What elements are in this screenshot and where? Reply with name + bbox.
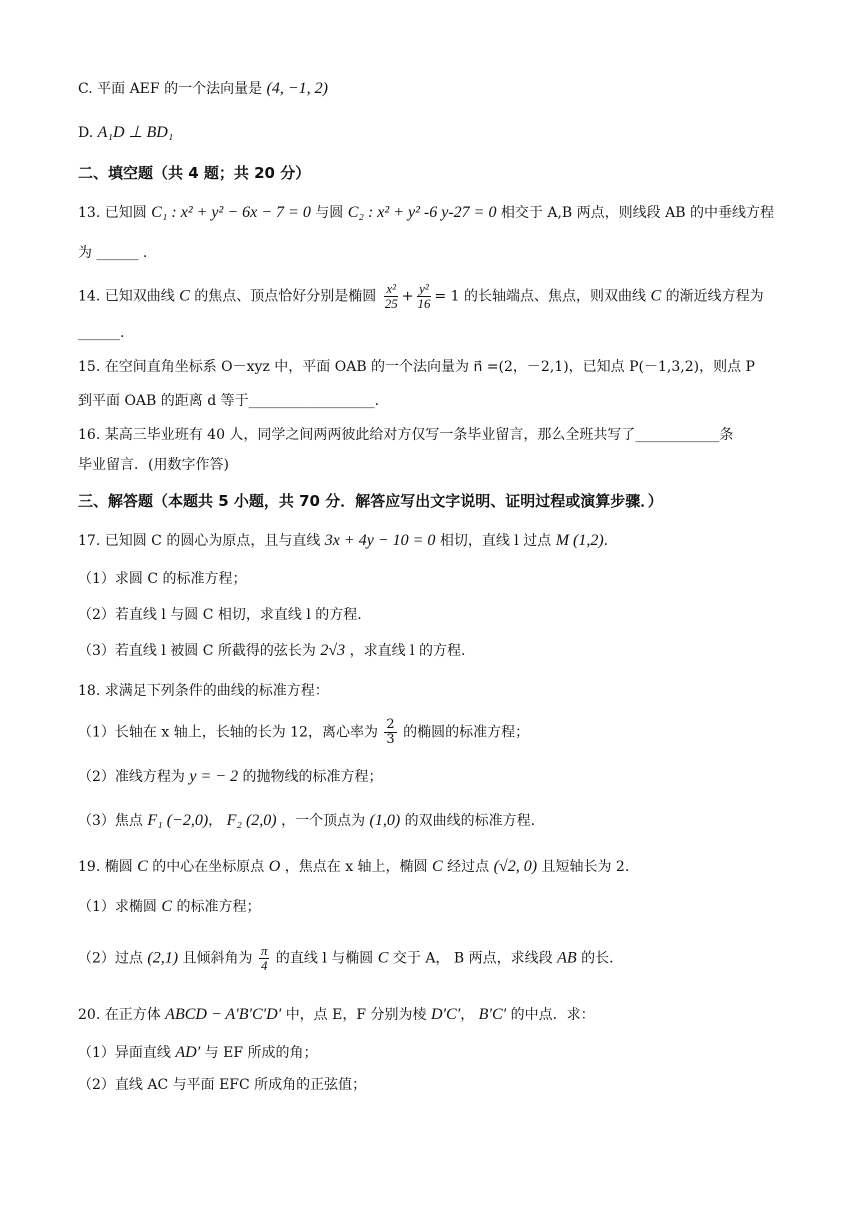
question-text: ，焦点在 x 轴上，椭圆 — [284, 859, 428, 875]
denominator: 25 — [384, 296, 398, 311]
option-label: C. — [78, 81, 93, 97]
separator: ， — [208, 813, 223, 829]
question-text: 的标准方程； — [176, 899, 261, 915]
numerator: 2 — [386, 717, 395, 732]
question-text: 某高三毕业班有 40 人，同学之间两两彼此给对方仅写一条毕业留言，那么全班共写了____________条 — [104, 427, 734, 443]
ellipse-c: C — [377, 949, 389, 967]
fraction-y2-16 — [415, 282, 432, 311]
cube-name: ABCD − A′B′C′D′ — [165, 1006, 282, 1023]
perpendicular-statement: A₁D ⊥ BD₁ — [97, 124, 174, 141]
ellipse-c: C — [432, 858, 443, 875]
question-text: （1）长轴在 x 轴上，长轴的长为 12，离心率为 — [78, 724, 378, 741]
question-17-part-3 — [78, 640, 790, 662]
directrix-equation: y = − 2 — [189, 768, 239, 785]
question-16-cont: 毕业留言．(用数字作答) — [78, 457, 229, 473]
inclination-fraction — [259, 944, 270, 973]
chord-length: 2√3 — [320, 642, 346, 659]
question-number: 15. — [78, 359, 101, 375]
ellipse-c: C — [161, 898, 173, 915]
option-label: D. — [78, 125, 94, 141]
question-text: 中，点 E，F 分别为棱 — [285, 1007, 427, 1023]
vertex-point: (1,0) — [369, 812, 401, 829]
tangent-line-equation: 3x + 4y − 10 = 0 — [324, 532, 436, 549]
question-17-part-1: （1）求圆 C 的标准方程； — [78, 571, 247, 587]
question-text: 已知圆 C 的圆心为原点，且与直线 — [104, 533, 321, 549]
question-text: 与 EF 所成的角； — [204, 1045, 318, 1061]
question-19-part-2 — [78, 944, 790, 973]
question-text: 相交于 A,B 两点，则线段 AB 的中垂线方程 — [500, 205, 774, 221]
question-text: 相切，直线 l 过点 — [439, 533, 552, 549]
section-heading-solutions: 三、解答题（本题共 5 小题，共 70 分．解答应写出文字说明、证明过程或演算步骤．） — [78, 492, 663, 510]
question-18-part-1 — [78, 718, 790, 747]
ellipse-c: C — [137, 858, 148, 875]
question-text: 的直线 l 与椭圆 — [275, 950, 374, 967]
focus-f2: F₂ (2,0) — [226, 812, 277, 829]
question-text: 的中心在坐标原点 — [152, 859, 265, 875]
question-text: （1）异面直线 — [78, 1045, 171, 1061]
normal-vector: (4, −1, 2) — [266, 80, 328, 97]
question-20 — [78, 1004, 790, 1026]
question-text: 的双曲线的标准方程. — [404, 813, 536, 829]
question-15 — [78, 356, 790, 378]
question-number: 17. — [78, 533, 101, 549]
question-text: （2）准线方程为 — [78, 769, 185, 785]
question-text: 的抛物线的标准方程； — [242, 769, 383, 785]
question-text: 的渐近线方程为 — [665, 288, 764, 305]
edge-bc: B′C′ — [478, 1006, 507, 1023]
question-text: ，一个顶点为 — [281, 813, 366, 829]
question-text: 与圆 — [315, 205, 344, 221]
question-text: 交于 A， B 两点，求线段 — [392, 950, 553, 967]
numerator: π — [260, 943, 268, 958]
question-number: 18. — [78, 683, 101, 699]
question-number: 16. — [78, 427, 101, 443]
question-text: 在空间直角坐标系 O－xyz 中，平面 OAB 的一个法向量为 n⃗ =(2，－2,1)，已知点 P(－1,3,2)，则点 P — [104, 359, 755, 375]
question-19-part-1 — [78, 896, 790, 918]
option-d — [78, 122, 790, 144]
line-point: (2,1) — [147, 949, 179, 967]
question-text: （3）焦点 — [78, 813, 143, 829]
question-text: （3）若直线 l 被圆 C 所截得的弦长为 — [78, 643, 316, 659]
question-text: 在正方体 — [104, 1007, 161, 1023]
question-20-part-1 — [78, 1042, 790, 1064]
numerator: y² — [419, 281, 429, 296]
equals-one: = 1 — [434, 288, 460, 305]
segment-ab: AB — [557, 949, 577, 967]
question-13-cont: 为 ______ . — [78, 245, 148, 261]
focus-f1: F₁ (−2,0) — [147, 812, 209, 829]
question-17-part-2: （2）若直线 l 与圆 C 相切，求直线 l 的方程. — [78, 607, 362, 623]
fraction-x2-25 — [383, 282, 400, 311]
question-text: （1）求椭圆 — [78, 899, 157, 915]
separator: ， — [460, 1007, 475, 1023]
numerator: x² — [386, 281, 397, 296]
question-text: 的长. — [581, 950, 614, 967]
question-14 — [78, 282, 790, 311]
question-19 — [78, 856, 790, 878]
question-number: 14. — [78, 288, 101, 305]
question-text: 的长轴端点、焦点，则双曲线 — [464, 288, 647, 305]
question-13 — [78, 202, 790, 224]
question-15-cont: 到平面 OAB 的距离 d 等于__________________. — [78, 393, 380, 409]
question-text: 且倾斜角为 — [182, 950, 253, 967]
origin-o: O — [268, 858, 281, 875]
question-text: 的焦点、顶点恰好分别是椭圆 — [194, 288, 377, 305]
eccentricity-fraction — [384, 718, 396, 747]
question-20-part-2: （2）直线 AC 与平面 EFC 所成角的正弦值； — [78, 1077, 367, 1093]
question-18 — [78, 680, 790, 702]
denominator: 16 — [417, 296, 431, 311]
section-heading-fill-blank: 二、填空题（共 4 题；共 20 分） — [78, 164, 311, 182]
option-text: 平面 AEF 的一个法向量是 — [97, 81, 263, 97]
hyperbola-c: C — [179, 287, 190, 305]
question-14-cont: ______. — [78, 325, 125, 341]
question-text: 椭圆 — [104, 859, 133, 875]
ellipse-point: (√2, 0) — [493, 858, 538, 875]
question-18-part-3 — [78, 810, 790, 832]
denominator: 3 — [386, 732, 395, 747]
question-text: 的中点．求： — [510, 1007, 595, 1023]
point-m: M (1,2) — [555, 532, 604, 549]
question-text: 的椭圆的标准方程； — [403, 724, 530, 741]
question-text: （2）过点 — [78, 950, 143, 967]
question-number: 20. — [78, 1007, 101, 1023]
option-c — [78, 78, 790, 100]
question-17: 17. 已知圆 C 的圆心为原点，且与直线 3x + 4y − 10 = 0 相切，直线 l 过点 M (1,2). — [78, 532, 609, 549]
question-text: 经过点 — [447, 859, 490, 875]
question-number: 19. — [78, 859, 101, 875]
question-18-part-2 — [78, 766, 790, 788]
denominator: 4 — [260, 958, 268, 973]
question-16 — [78, 424, 790, 446]
line-ad-prime: AD′ — [175, 1044, 201, 1061]
circle-c1-equation: C₁ : x² + y² − 6x − 7 = 0 — [151, 204, 311, 221]
edge-dc: D′C′ — [430, 1006, 461, 1023]
question-text: 已知圆 — [104, 205, 147, 221]
hyperbola-c: C — [650, 287, 662, 305]
question-text: 已知双曲线 — [104, 288, 175, 305]
question-text: ，求直线 l 的方程. — [349, 643, 466, 659]
question-text: 且短轴长为 2. — [541, 859, 630, 875]
plus-sign: + — [401, 288, 414, 305]
question-text: 求满足下列条件的曲线的标准方程： — [104, 683, 329, 699]
question-number: 13. — [78, 205, 101, 221]
circle-c2-equation: C₂ : x² + y² -6 y-27 = 0 — [347, 204, 497, 221]
